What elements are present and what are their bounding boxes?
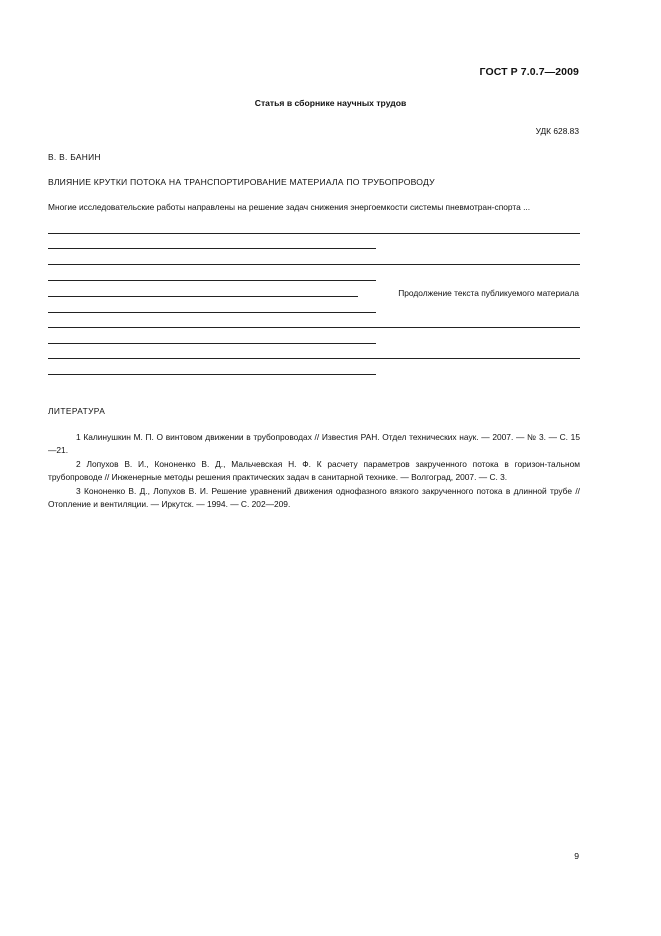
- placeholder-rule: [48, 296, 358, 297]
- placeholder-rule: [48, 343, 376, 344]
- placeholder-rule: [48, 248, 376, 249]
- udk-code: УДК 628.83: [535, 126, 579, 136]
- placeholder-rule: [48, 374, 376, 375]
- page-number: 9: [574, 851, 579, 861]
- placeholder-rule: [48, 358, 580, 359]
- placeholder-rule: [48, 264, 580, 265]
- reference-list: [48, 431, 580, 511]
- literature-heading: ЛИТЕРАТУРА: [48, 406, 106, 416]
- standard-code-header: ГОСТ Р 7.0.7—2009: [479, 66, 579, 78]
- article-body-text: Многие исследовательские работы направлены на решение задач снижения энергоемкости системы пневмотран-спорта ...: [48, 202, 531, 212]
- reference-item: 1 Калинушкин М. П. О винтовом движении в трубопроводах // Известия РАН. Отдел технических наук. — 2007. — № 3. — С. 15—21.: [48, 432, 580, 456]
- reference-item: 3 Кононенко В. Д., Лопухов В. И. Решение уравнений движения однофазного вязкого закрученного потока в длинной трубе // Отопление и вентиляции. — Иркутск. — 1994. — С. 202—209.: [48, 485, 580, 510]
- placeholder-rule: [48, 312, 376, 313]
- article-title: ВЛИЯНИЕ КРУТКИ ПОТОКА НА ТРАНСПОРТИРОВАНИЕ МАТЕРИАЛА ПО ТРУБОПРОВОДУ: [48, 177, 435, 187]
- placeholder-rule: [48, 233, 580, 234]
- continuation-note: Продолжение текста публикуемого материала: [398, 288, 579, 298]
- placeholder-rule: [48, 280, 376, 281]
- section-title: Статья в сборнике научных трудов: [254, 98, 407, 108]
- placeholder-rule: [48, 327, 580, 328]
- author-name: В. В. БАНИН: [48, 152, 101, 162]
- reference-item: 2 Лопухов В. И., Кононенко В. Д., Мальчевская Н. Ф. К расчету параметров закрученного потока в горизон-тальном трубопроводе // Инженерные методы решения практических задач в санитарной технике. — Волгоград, 2007. — С. 3.: [48, 458, 580, 483]
